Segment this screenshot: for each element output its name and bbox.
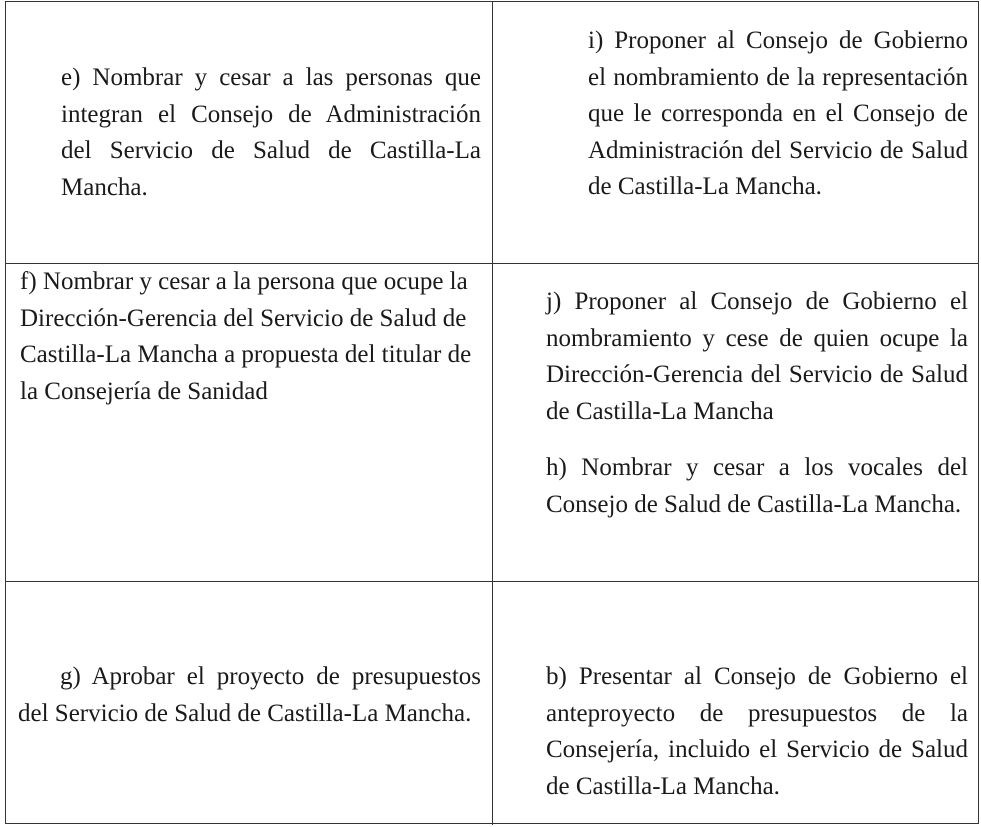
clause-f-text: f) Nombrar y cesar a la persona que ocupe la Dirección-Gerencia del Servicio de Salud de Castilla-La Mancha a propuesta del titular de la Consejería de Sanidad bbox=[20, 268, 472, 405]
table-row bbox=[6, 2, 978, 264]
table-cell-left bbox=[6, 264, 493, 581]
clause-h-text: h) Nombrar y cesar a los vocales del Consejo de Salud de Castilla-La Mancha. bbox=[546, 454, 968, 518]
clause-e-text: e) Nombrar y cesar a las personas que integran el Consejo de Administración del Servicio de Salud de Castilla-La Mancha. bbox=[61, 64, 481, 201]
clause-g-text: g) Aprobar el proyecto de presupuestos del Servicio de Salud de Castilla-La Mancha. bbox=[18, 663, 481, 727]
clause-b-text: b) Presentar al Consejo de Gobierno el anteproyecto de presupuestos de la Consejería, incluido el Servicio de Salud de Castilla-La Mancha. bbox=[546, 663, 968, 800]
table-cell-left bbox=[6, 2, 493, 263]
table-cell-right bbox=[493, 2, 978, 263]
table-cell-left bbox=[6, 582, 493, 825]
competencies-table bbox=[5, 1, 979, 824]
table-row bbox=[6, 582, 978, 825]
clause-i-text: i) Proponer al Consejo de Gobierno el nombramiento de la representación que le corresponda en el Consejo de Administración del Servicio de Salud de Castilla-La Mancha. bbox=[588, 27, 968, 200]
table-cell-right bbox=[493, 264, 978, 581]
clause-j-text: j) Proponer al Consejo de Gobierno el nombramiento y cese de quien ocupe la Dirección-Gerencia del Servicio de Salud de Castilla-La Mancha bbox=[546, 288, 968, 425]
table-row bbox=[6, 264, 978, 582]
table-cell-right bbox=[493, 582, 978, 825]
